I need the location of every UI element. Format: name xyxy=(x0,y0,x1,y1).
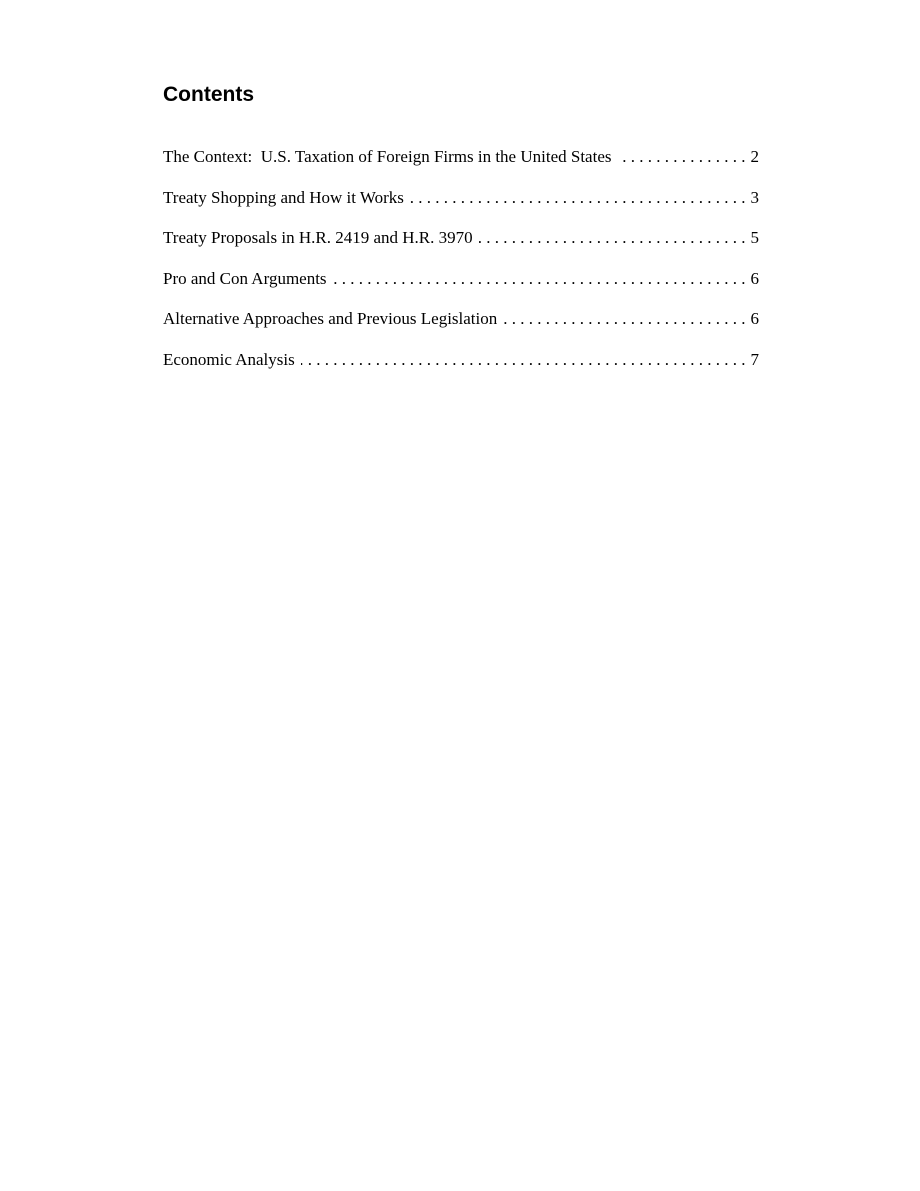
toc-entry-page: 6 xyxy=(750,309,759,329)
toc-entry-pro-con[interactable] xyxy=(163,266,759,307)
toc-entry-title: The Context: U.S. Taxation of Foreign Firms in the United States xyxy=(163,147,612,166)
contents-heading: Contents xyxy=(163,83,254,106)
toc-entry-title: Treaty Shopping and How it Works xyxy=(163,187,404,207)
toc-entry-page: 7 xyxy=(750,349,759,369)
table-of-contents xyxy=(163,144,759,388)
toc-entry-alternative-approaches[interactable] xyxy=(163,306,759,347)
toc-entry-title: Alternative Approaches and Previous Legislation xyxy=(163,309,498,329)
toc-entry-page: 3 xyxy=(750,187,759,207)
toc-dot-leader xyxy=(301,347,746,373)
toc-entry-page: 6 xyxy=(750,268,759,288)
toc-entry-title: Pro and Con Arguments xyxy=(163,268,327,288)
toc-dot-leader xyxy=(333,266,746,292)
toc-entry-page: 2 xyxy=(750,147,759,166)
toc-entry-treaty-shopping[interactable] xyxy=(163,185,759,226)
toc-dot-leader xyxy=(410,185,746,211)
toc-entry-title: Economic Analysis xyxy=(163,349,295,369)
toc-entry-treaty-proposals[interactable] xyxy=(163,225,759,266)
toc-dot-leader xyxy=(503,306,745,332)
toc-entry-context[interactable] xyxy=(163,144,759,185)
toc-dot-leader xyxy=(479,225,746,251)
toc-entry-title: Treaty Proposals in H.R. 2419 and H.R. 3970 xyxy=(163,228,473,248)
toc-entry-page: 5 xyxy=(750,228,759,248)
toc-entry-economic-analysis[interactable] xyxy=(163,347,759,388)
toc-dot-leader xyxy=(617,144,745,170)
